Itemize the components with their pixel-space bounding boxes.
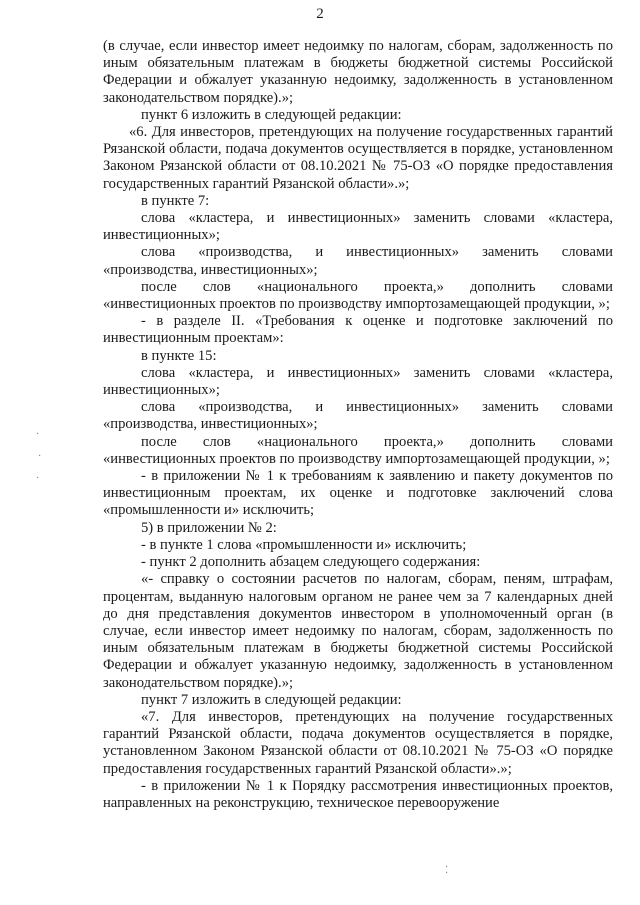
paragraph: - в пункте 1 слова «промышленности и» исключить; <box>141 536 467 553</box>
scan-artifact: · <box>36 429 40 440</box>
paragraph: «7. Для инвесторов, претендующих на получение государственных гарантий Рязанской области, подача документов осуществляется в порядке, установленном Законом Рязанской области от 08.10.2021 № 75-ОЗ «О порядке предоставления государственных гарантий Рязанской области».»; <box>103 708 613 777</box>
paragraph: слова «производства, и инвестиционных» заменить словами «производства, инвестиционных»; <box>103 399 613 433</box>
paragraph: слова «кластера, и инвестиционных» заменить словами «кластера, инвестиционных»; <box>103 210 613 244</box>
paragraph: - в приложении № 1 к Порядку рассмотрения инвестиционных проектов, направленных на реконструкцию, техническое перевооружение <box>103 777 613 811</box>
scan-artifact: ⁚ <box>445 865 449 876</box>
paragraph: «6. Для инвесторов, претендующих на получение государственных гарантий Рязанской области, подача документов осуществляется в порядке, установленном Законом Рязанской области от 08.10.2021 № 75-ОЗ «О порядке предоставления государственных гарантий Рязанской области».»; <box>103 124 613 192</box>
paragraph: в пункте 7: <box>141 192 210 209</box>
paragraph: (в случае, если инвестор имеет недоимку по налогам, сборам, задолженность по иным обязательным платежам в бюджеты бюджетной системы Российской Федерации и обжалует указанную недоимку, задолженность в установленном законодательством порядке).»; <box>103 38 613 106</box>
paragraph: после слов «национального проекта,» дополнить словами «инвестиционных проектов по производству импортозамещающей продукции, »; <box>103 278 613 313</box>
paragraph: после слов «национального проекта,» дополнить словами «инвестиционных проектов по производству импортозамещающей продукции, »; <box>103 433 613 467</box>
page-number: 2 <box>316 6 324 22</box>
paragraph: 5) в приложении № 2: <box>141 519 277 536</box>
scan-artifact: · <box>36 473 40 484</box>
scan-artifact: · <box>38 451 42 462</box>
paragraph: пункт 6 изложить в следующей редакции: <box>141 106 402 123</box>
paragraph: - в приложении № 1 к требованиям к заявлению и пакету документов по инвестиционным проектам, их оценке и подготовке заключений слова «промышленности и» исключить; <box>103 468 613 519</box>
paragraph: - в разделе II. «Требования к оценке и подготовке заключений по инвестиционным проектам»: <box>103 313 613 347</box>
paragraph: слова «кластера, и инвестиционных» заменить словами «кластера, инвестиционных»; <box>103 364 613 399</box>
paragraph: в пункте 15: <box>141 347 217 364</box>
paragraph: слова «производства, и инвестиционных» заменить словами «производства, инвестиционных»; <box>103 244 613 278</box>
document-body <box>103 38 613 812</box>
paragraph: «- справку о состоянии расчетов по налогам, сборам, пеням, штрафам, процентам, выданную налоговым органом не ранее чем за 7 календарных дней до дня представления документов инвестором в уполномоченный орган (в случае, если инвестор имеет недоимку по налогам, сборам, задолженность по иным обязательным платежам в бюджеты бюджетной системы Российской Федерации и обжалует указанную недоимку, задолженность в установленном законодательством порядке).»; <box>103 571 613 691</box>
paragraph: - пункт 2 дополнить абзацем следующего содержания: <box>141 554 481 571</box>
paragraph: пункт 7 изложить в следующей редакции: <box>141 691 402 708</box>
